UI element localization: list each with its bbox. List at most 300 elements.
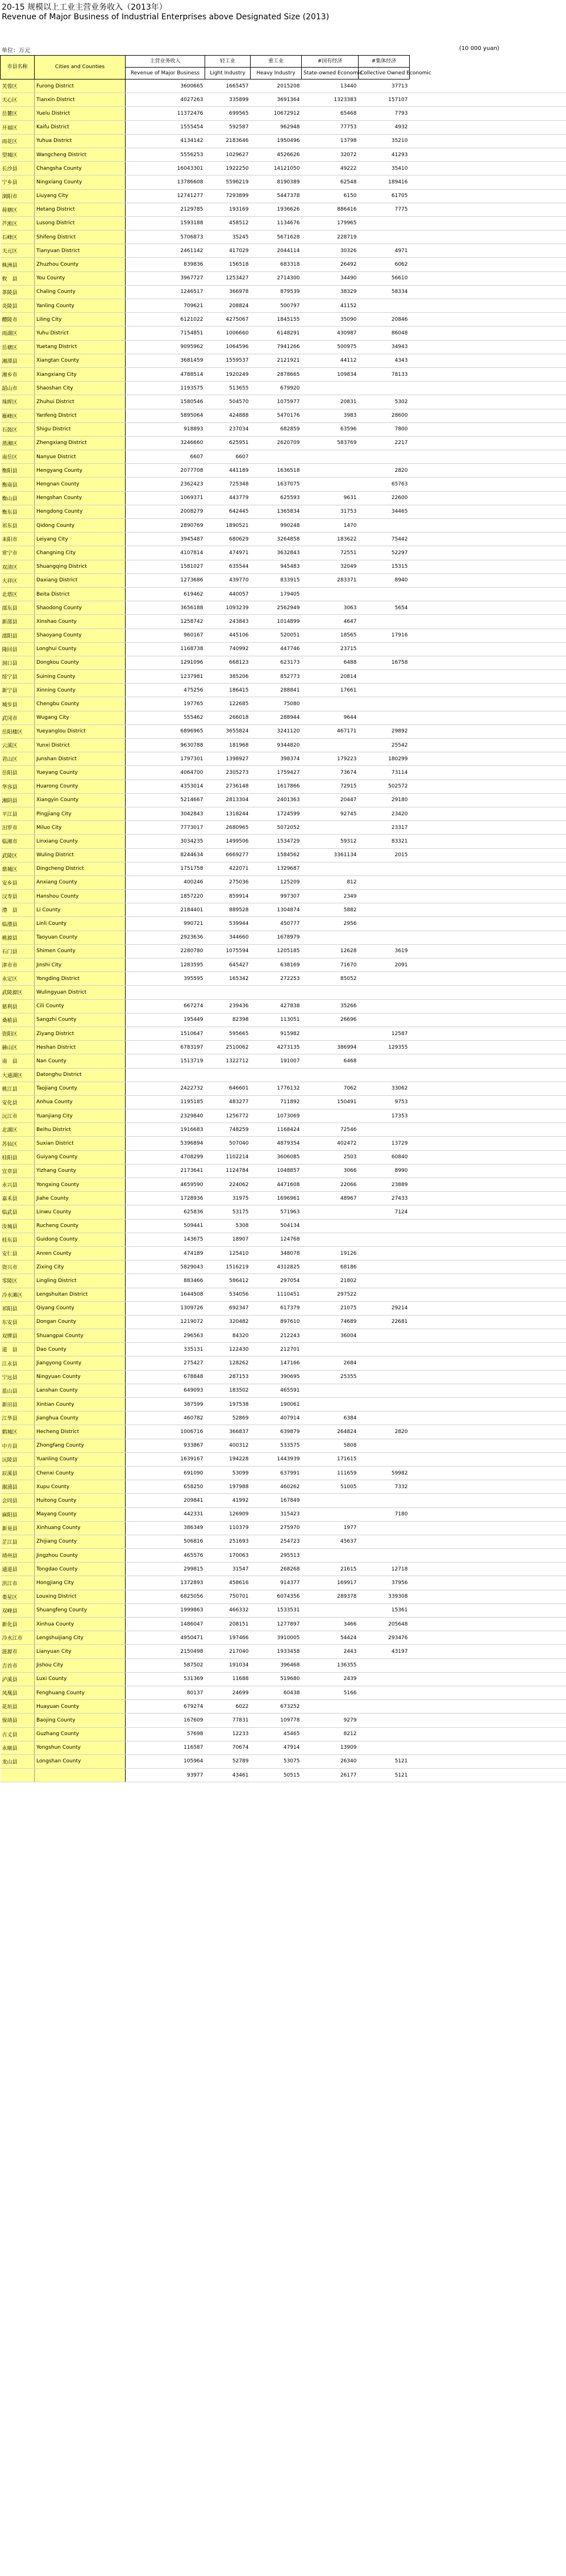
- region-en-cell: Liuyang City: [35, 189, 126, 203]
- collective-cell: 29180: [359, 793, 410, 807]
- collective-cell: [359, 1439, 410, 1452]
- region-cn-cell: 道 县: [1, 1343, 35, 1356]
- table-row: [1, 1109, 566, 1123]
- region-en-cell: Lianyuan City: [35, 1645, 126, 1658]
- region-cn-cell: 花垣县: [1, 1700, 35, 1714]
- region-en-cell: Xiangtan County: [35, 354, 126, 367]
- revenue-cell: 3600665: [126, 79, 205, 93]
- light-industry-cell: 217040: [205, 1645, 251, 1658]
- revenue-cell: 2173641: [126, 1164, 205, 1178]
- light-industry-cell: 592587: [205, 120, 251, 134]
- state-owned-cell: 48967: [302, 1192, 359, 1205]
- revenue-cell: 395595: [126, 972, 205, 986]
- table-row: [1, 1315, 566, 1329]
- table-row: [1, 1301, 566, 1315]
- region-en-cell: Hengshan County: [35, 491, 126, 505]
- header-heavy-en: Heavy Industry: [251, 68, 302, 79]
- state-owned-cell: 3361134: [302, 848, 359, 862]
- region-cn-cell: 衡南县: [1, 477, 35, 491]
- revenue-cell: 275427: [126, 1356, 205, 1370]
- region-en-cell: Shigu District: [35, 422, 126, 436]
- light-industry-cell: 680629: [205, 533, 251, 546]
- heavy-industry-cell: 679920: [251, 382, 302, 395]
- row-spacer: [410, 724, 566, 738]
- state-owned-cell: [302, 1068, 359, 1082]
- row-spacer: [410, 382, 566, 395]
- row-spacer: [410, 1535, 566, 1548]
- revenue-cell: 105964: [126, 1754, 205, 1768]
- light-industry-cell: 18907: [205, 1233, 251, 1246]
- table-row: [1, 422, 566, 436]
- light-industry-cell: 335899: [205, 93, 251, 107]
- region-en-cell: Ningxiang County: [35, 175, 126, 189]
- light-industry-cell: 445106: [205, 629, 251, 642]
- collective-cell: 7124: [359, 1205, 410, 1219]
- heavy-industry-cell: 396468: [251, 1658, 302, 1672]
- row-spacer: [410, 519, 566, 533]
- revenue-cell: 16043301: [126, 162, 205, 175]
- heavy-industry-cell: 7941266: [251, 340, 302, 354]
- region-cn-cell: 凤凰县: [1, 1686, 35, 1699]
- region-en-cell: Anxiang County: [35, 876, 126, 889]
- collective-cell: 34465: [359, 505, 410, 518]
- row-spacer: [410, 175, 566, 189]
- region-cn-cell: 宁远县: [1, 1370, 35, 1384]
- region-en-cell: Shuangqing District: [35, 560, 126, 573]
- region-cn-cell: 石门县: [1, 944, 35, 958]
- collective-cell: 23420: [359, 807, 410, 820]
- region-en-cell: Luxi County: [35, 1672, 126, 1686]
- table-row: [1, 1618, 566, 1631]
- revenue-cell: 1728936: [126, 1192, 205, 1205]
- state-owned-cell: 45637: [302, 1535, 359, 1548]
- row-spacer: [410, 670, 566, 684]
- revenue-cell: 691090: [126, 1466, 205, 1480]
- revenue-cell: 3681459: [126, 354, 205, 367]
- light-industry-cell: 6669277: [205, 848, 251, 862]
- region-en-cell: Yanling County: [35, 299, 126, 313]
- revenue-cell: 2184401: [126, 903, 205, 917]
- revenue-cell: 839836: [126, 258, 205, 271]
- region-en-cell: Hengnan County: [35, 477, 126, 491]
- collective-cell: 17353: [359, 1109, 410, 1123]
- state-owned-cell: [302, 1027, 359, 1040]
- heavy-industry-cell: 1936626: [251, 203, 302, 216]
- heavy-industry-cell: 571963: [251, 1205, 302, 1219]
- row-spacer: [410, 505, 566, 518]
- state-owned-cell: 71670: [302, 958, 359, 972]
- heavy-industry-cell: 5470176: [251, 409, 302, 422]
- region-en-cell: Shuangfeng County: [35, 1603, 126, 1617]
- light-industry-cell: 12233: [205, 1727, 251, 1741]
- heavy-industry-cell: 4312825: [251, 1260, 302, 1274]
- region-en-cell: Chaling County: [35, 285, 126, 299]
- row-spacer: [410, 1274, 566, 1288]
- table-row: [1, 491, 566, 505]
- light-industry-cell: 52789: [205, 1754, 251, 1768]
- row-spacer: [410, 1645, 566, 1658]
- region-en-cell: Beita District: [35, 587, 126, 601]
- region-cn-cell: 醴陵市: [1, 313, 35, 326]
- collective-cell: [359, 1741, 410, 1754]
- row-spacer: [410, 986, 566, 999]
- heavy-industry-cell: 6074356: [251, 1590, 302, 1603]
- region-cn-cell: 南 县: [1, 1054, 35, 1068]
- state-owned-cell: 8212: [302, 1727, 359, 1741]
- row-spacer: [410, 1480, 566, 1494]
- revenue-cell: 555462: [126, 711, 205, 724]
- heavy-industry-cell: 179405: [251, 587, 302, 601]
- state-owned-cell: 63596: [302, 422, 359, 436]
- state-owned-cell: 6468: [302, 1054, 359, 1068]
- row-spacer: [410, 642, 566, 656]
- light-industry-cell: 1029627: [205, 148, 251, 161]
- collective-cell: [359, 1714, 410, 1727]
- light-industry-cell: 586412: [205, 1274, 251, 1288]
- region-cn-cell: 北塔区: [1, 587, 35, 601]
- state-owned-cell: 583769: [302, 436, 359, 450]
- revenue-cell: 619462: [126, 587, 205, 601]
- light-industry-cell: 31547: [205, 1563, 251, 1576]
- region-en-cell: Zixing City: [35, 1260, 126, 1274]
- table-row: [1, 1027, 566, 1040]
- heavy-industry-cell: 1533531: [251, 1603, 302, 1617]
- light-industry-cell: 1920249: [205, 367, 251, 381]
- light-industry-cell: 458616: [205, 1576, 251, 1590]
- region-cn-cell: 耒阳市: [1, 533, 35, 546]
- revenue-cell: 1168738: [126, 642, 205, 656]
- collective-cell: 189416: [359, 175, 410, 189]
- collective-cell: 2015: [359, 848, 410, 862]
- row-spacer: [410, 629, 566, 642]
- collective-cell: 8940: [359, 573, 410, 587]
- header-spacer: [410, 56, 566, 79]
- region-en-cell: Zhuhui District: [35, 395, 126, 409]
- region-cn-cell: 南岳区: [1, 450, 35, 464]
- region-en-cell: Hengyang County: [35, 464, 126, 477]
- table-row: [1, 1013, 566, 1027]
- heavy-industry-cell: 915982: [251, 1027, 302, 1040]
- collective-cell: [359, 684, 410, 697]
- region-cn-cell: 澧 县: [1, 903, 35, 917]
- region-en-cell: Junshan District: [35, 752, 126, 766]
- region-cn-cell: 双牌县: [1, 1329, 35, 1343]
- state-owned-cell: 3983: [302, 409, 359, 422]
- heavy-industry-cell: 1617866: [251, 780, 302, 793]
- region-cn-cell: 祁东县: [1, 519, 35, 533]
- region-en-cell: Anren County: [35, 1246, 126, 1260]
- table-row: [1, 1754, 566, 1768]
- heavy-industry-cell: 2714300: [251, 271, 302, 285]
- row-spacer: [410, 533, 566, 546]
- table-row: [1, 697, 566, 711]
- table-row: [1, 1507, 566, 1521]
- heavy-industry-cell: 1329687: [251, 862, 302, 876]
- region-cn-cell: 新邵县: [1, 615, 35, 629]
- region-en-cell: Beihu District: [35, 1123, 126, 1137]
- state-owned-cell: 12628: [302, 944, 359, 958]
- state-owned-cell: 5882: [302, 903, 359, 917]
- state-owned-cell: 467171: [302, 724, 359, 738]
- region-en-cell: Zhengxiang District: [35, 436, 126, 450]
- region-en-cell: Hengdong County: [35, 505, 126, 518]
- heavy-industry-cell: 2121921: [251, 354, 302, 367]
- region-cn-cell: 汝城县: [1, 1219, 35, 1233]
- region-cn-cell: 蒸湘区: [1, 436, 35, 450]
- table-row: [1, 890, 566, 903]
- light-industry-cell: 5308: [205, 1219, 251, 1233]
- revenue-cell: 209841: [126, 1494, 205, 1507]
- unit-label-en: (10 000 yuan): [459, 45, 500, 52]
- collective-cell: [359, 587, 410, 601]
- row-spacer: [410, 1356, 566, 1370]
- light-industry-cell: 7293899: [205, 189, 251, 203]
- table-row: [1, 711, 566, 724]
- collective-cell: 41293: [359, 148, 410, 161]
- region-cn-cell: 沅江市: [1, 1109, 35, 1123]
- heavy-industry-cell: 254723: [251, 1535, 302, 1548]
- region-cn-cell: 汉寿县: [1, 890, 35, 903]
- collective-cell: [359, 1356, 410, 1370]
- row-spacer: [410, 1315, 566, 1329]
- revenue-cell: 990721: [126, 917, 205, 931]
- revenue-cell: 3967727: [126, 271, 205, 285]
- region-cn-cell: 沅陵县: [1, 1452, 35, 1466]
- row-spacer: [410, 1178, 566, 1192]
- light-industry-cell: 197988: [205, 1480, 251, 1494]
- collective-cell: 8990: [359, 1164, 410, 1178]
- revenue-cell: 1593188: [126, 216, 205, 230]
- region-en-cell: Zhuzhou County: [35, 258, 126, 271]
- light-industry-cell: 5596219: [205, 175, 251, 189]
- collective-cell: [359, 1274, 410, 1288]
- state-owned-cell: 812: [302, 876, 359, 889]
- heavy-industry-cell: 288841: [251, 684, 302, 697]
- table-row: [1, 587, 566, 601]
- collective-cell: 28600: [359, 409, 410, 422]
- state-owned-cell: 2349: [302, 890, 359, 903]
- revenue-cell: 465576: [126, 1549, 205, 1563]
- region-cn-cell: 涟源市: [1, 1645, 35, 1658]
- region-cn-cell: 韶山市: [1, 382, 35, 395]
- light-industry-cell: 122685: [205, 697, 251, 711]
- region-cn-cell: 大祥区: [1, 573, 35, 587]
- row-spacer: [410, 1686, 566, 1699]
- region-en-cell: Xinshao County: [35, 615, 126, 629]
- light-industry-cell: 1398927: [205, 752, 251, 766]
- region-cn-cell: 安化县: [1, 1095, 35, 1109]
- revenue-cell: 1195185: [126, 1095, 205, 1109]
- table-row: [1, 464, 566, 477]
- revenue-cell: 8244634: [126, 848, 205, 862]
- state-owned-cell: 2443: [302, 1645, 359, 1658]
- revenue-cell: 296563: [126, 1329, 205, 1343]
- region-cn-cell: 古丈县: [1, 1727, 35, 1741]
- table-row: [1, 573, 566, 587]
- revenue-cell: 5895064: [126, 409, 205, 422]
- region-en-cell: Yuetang District: [35, 340, 126, 354]
- revenue-cell: 1273686: [126, 573, 205, 587]
- heavy-industry-cell: 1443939: [251, 1452, 302, 1466]
- row-spacer: [410, 999, 566, 1013]
- header-coll-en: Collective Owned Economic: [359, 68, 410, 79]
- region-cn-cell: 新田县: [1, 1398, 35, 1411]
- revenue-cell: 679274: [126, 1700, 205, 1714]
- state-owned-cell: 41152: [302, 299, 359, 313]
- heavy-industry-cell: 625593: [251, 491, 302, 505]
- region-cn-cell: 浏阳市: [1, 189, 35, 203]
- collective-cell: 56610: [359, 271, 410, 285]
- region-cn-cell: 祁阳县: [1, 1301, 35, 1315]
- region-cn-cell: 资阳区: [1, 1027, 35, 1040]
- region-cn-cell: 平江县: [1, 807, 35, 820]
- light-industry-cell: 243843: [205, 615, 251, 629]
- row-spacer: [410, 491, 566, 505]
- state-owned-cell: 17661: [302, 684, 359, 697]
- row-spacer: [410, 1507, 566, 1521]
- region-en-cell: Xiangyin County: [35, 793, 126, 807]
- table-row: [1, 876, 566, 889]
- row-spacer: [410, 436, 566, 450]
- region-en-cell: Yueyang County: [35, 766, 126, 780]
- region-cn-cell: 岳阳楼区: [1, 724, 35, 738]
- table-row: [1, 1288, 566, 1301]
- state-owned-cell: 25355: [302, 1370, 359, 1384]
- revenue-cell: 1193575: [126, 382, 205, 395]
- revenue-cell: 400246: [126, 876, 205, 889]
- state-owned-cell: [302, 1700, 359, 1714]
- row-spacer: [410, 1192, 566, 1205]
- collective-cell: 5121: [359, 1754, 410, 1768]
- collective-cell: [359, 1494, 410, 1507]
- region-cn-cell: 茶陵县: [1, 285, 35, 299]
- state-owned-cell: 20447: [302, 793, 359, 807]
- collective-cell: 2820: [359, 1425, 410, 1439]
- table-row: [1, 285, 566, 299]
- light-industry-cell: 1256772: [205, 1109, 251, 1123]
- state-owned-cell: 20831: [302, 395, 359, 409]
- light-industry-cell: 366978: [205, 285, 251, 299]
- state-owned-cell: [302, 1398, 359, 1411]
- region-en-cell: Lingling District: [35, 1274, 126, 1288]
- state-owned-cell: 9644: [302, 711, 359, 724]
- table-row: [1, 231, 566, 244]
- heavy-industry-cell: 2044114: [251, 244, 302, 258]
- light-industry-cell: [205, 1068, 251, 1082]
- region-cn-cell: 攸 县: [1, 271, 35, 285]
- region-cn-cell: 双清区: [1, 560, 35, 573]
- table-row: [1, 134, 566, 148]
- revenue-cell: 1237981: [126, 670, 205, 684]
- revenue-cell: 1797301: [126, 752, 205, 766]
- region-cn-cell: 衡山县: [1, 491, 35, 505]
- region-en-cell: Ziyang District: [35, 1027, 126, 1040]
- region-cn-cell: 天元区: [1, 244, 35, 258]
- collective-cell: [359, 1123, 410, 1137]
- state-owned-cell: [302, 1384, 359, 1397]
- table-row: [1, 615, 566, 629]
- region-en-cell: Tianyuan District: [35, 244, 126, 258]
- light-industry-cell: 646601: [205, 1082, 251, 1095]
- state-owned-cell: 430987: [302, 326, 359, 340]
- header-total-cn: 主营业务收入: [126, 56, 205, 68]
- table-row: [1, 1411, 566, 1425]
- state-owned-cell: 65468: [302, 107, 359, 120]
- table-row: [1, 1494, 566, 1507]
- state-owned-cell: [302, 697, 359, 711]
- row-spacer: [410, 450, 566, 464]
- light-industry-cell: 1322712: [205, 1054, 251, 1068]
- heavy-industry-cell: 4879354: [251, 1137, 302, 1150]
- region-cn-cell: 洪江市: [1, 1576, 35, 1590]
- revenue-cell: 5214667: [126, 793, 205, 807]
- table-row: [1, 326, 566, 340]
- table-row: [1, 793, 566, 807]
- state-owned-cell: 26177: [302, 1769, 359, 1782]
- heavy-industry-cell: 1205185: [251, 944, 302, 958]
- revenue-cell: 4659590: [126, 1178, 205, 1192]
- light-industry-cell: 1890521: [205, 519, 251, 533]
- region-cn-cell: 赫山区: [1, 1041, 35, 1054]
- heavy-industry-cell: 623173: [251, 656, 302, 669]
- region-en-cell: Huarong County: [35, 780, 126, 793]
- region-cn-cell: 嘉禾县: [1, 1192, 35, 1205]
- row-spacer: [410, 409, 566, 422]
- region-cn-cell: 临澧县: [1, 917, 35, 931]
- region-en-cell: Guzhang County: [35, 1727, 126, 1741]
- light-industry-cell: 2305273: [205, 766, 251, 780]
- revenue-cell: 2461142: [126, 244, 205, 258]
- revenue-cell: 1258742: [126, 615, 205, 629]
- collective-cell: 43197: [359, 1645, 410, 1658]
- region-en-cell: Yuanjiang City: [35, 1109, 126, 1123]
- heavy-industry-cell: 1304874: [251, 903, 302, 917]
- region-cn-cell: 冷水滩区: [1, 1288, 35, 1301]
- table-row: [1, 1714, 566, 1727]
- header-heavy-cn: 重工业: [251, 56, 302, 68]
- region-cn-cell: [1, 1769, 35, 1782]
- collective-cell: 4971: [359, 244, 410, 258]
- light-industry-cell: 126909: [205, 1507, 251, 1521]
- table-row: [1, 1246, 566, 1260]
- row-spacer: [410, 1054, 566, 1068]
- state-owned-cell: 4647: [302, 615, 359, 629]
- revenue-cell: 4027263: [126, 93, 205, 107]
- light-industry-cell: 645427: [205, 958, 251, 972]
- table-row: [1, 79, 566, 93]
- row-spacer: [410, 216, 566, 230]
- heavy-industry-cell: [251, 450, 302, 464]
- heavy-industry-cell: 533575: [251, 1439, 302, 1452]
- revenue-cell: 93977: [126, 1769, 205, 1782]
- row-spacer: [410, 367, 566, 381]
- collective-cell: 2217: [359, 436, 410, 450]
- state-owned-cell: 2503: [302, 1150, 359, 1164]
- heavy-industry-cell: 272253: [251, 972, 302, 986]
- state-owned-cell: 886416: [302, 203, 359, 216]
- table-row: [1, 382, 566, 395]
- collective-cell: 4343: [359, 354, 410, 367]
- table-row: [1, 1603, 566, 1617]
- region-en-cell: Wangcheng District: [35, 148, 126, 161]
- light-industry-cell: 400312: [205, 1439, 251, 1452]
- revenue-cell: 1291096: [126, 656, 205, 669]
- heavy-industry-cell: 147166: [251, 1356, 302, 1370]
- state-owned-cell: 500975: [302, 340, 359, 354]
- light-industry-cell: 750701: [205, 1590, 251, 1603]
- revenue-cell: 2129785: [126, 203, 205, 216]
- revenue-cell: 933867: [126, 1439, 205, 1452]
